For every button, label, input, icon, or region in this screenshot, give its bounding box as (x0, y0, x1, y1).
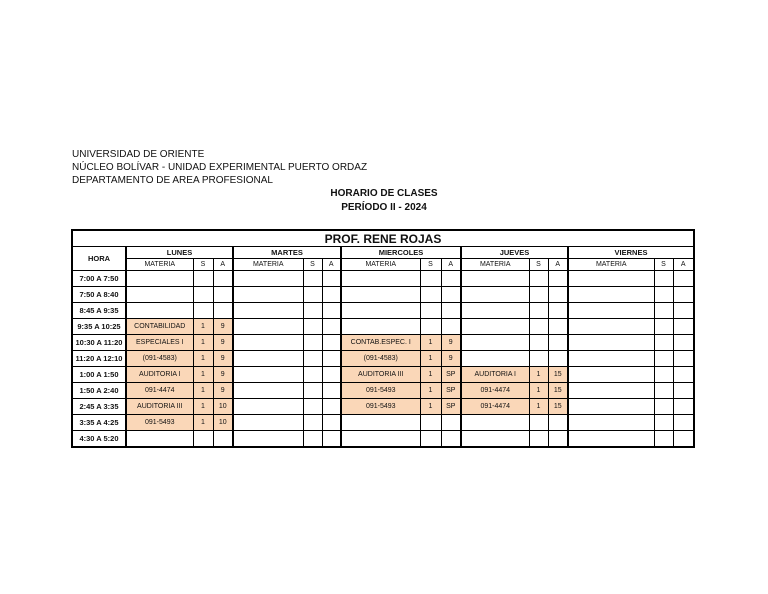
room-cell (322, 383, 341, 399)
room-cell (673, 383, 694, 399)
room-cell: 9 (213, 319, 233, 335)
s-header: S (303, 259, 322, 271)
subject-cell (233, 287, 303, 303)
table-row (72, 319, 694, 335)
room-cell (673, 399, 694, 415)
subject-cell: CONTABILIDAD (126, 319, 193, 335)
s-header: S (529, 259, 548, 271)
section-cell (303, 335, 322, 351)
table-row (72, 383, 694, 399)
section-cell (654, 303, 673, 319)
section-cell (303, 319, 322, 335)
section-cell (529, 303, 548, 319)
subject-cell (568, 319, 654, 335)
materia-header: MATERIA (233, 259, 303, 271)
table-row (72, 287, 694, 303)
subject-cell (341, 319, 420, 335)
subject-cell (568, 303, 654, 319)
subject-cell (568, 271, 654, 287)
room-cell (322, 351, 341, 367)
section-cell (420, 271, 441, 287)
section-cell: 1 (420, 335, 441, 351)
subject-cell (233, 335, 303, 351)
section-cell: 1 (193, 415, 213, 431)
room-cell (548, 431, 568, 448)
room-cell (441, 319, 461, 335)
room-cell (213, 271, 233, 287)
materia-header: MATERIA (461, 259, 529, 271)
section-cell: 1 (193, 335, 213, 351)
section-cell (303, 399, 322, 415)
schedule-title: HORARIO DE CLASES (330, 188, 438, 199)
section-cell (303, 415, 322, 431)
subject-cell (341, 415, 420, 431)
section-cell (420, 287, 441, 303)
subject-cell: AUDITORIA III (126, 399, 193, 415)
room-cell: SP (441, 383, 461, 399)
section-cell: 1 (193, 319, 213, 335)
subject-cell (461, 335, 529, 351)
room-cell (322, 271, 341, 287)
room-cell: 15 (548, 367, 568, 383)
subject-cell (341, 287, 420, 303)
section-cell (420, 431, 441, 448)
section-cell (529, 271, 548, 287)
room-cell (213, 431, 233, 448)
room-cell (441, 431, 461, 448)
room-cell: 9 (213, 383, 233, 399)
day-header-jueves: JUEVES (461, 247, 568, 259)
section-cell (654, 351, 673, 367)
schedule-period: PERÍODO II - 2024 (341, 202, 427, 213)
subject-cell: AUDITORIA I (126, 367, 193, 383)
table-row (72, 367, 694, 383)
time-slot: 7:50 A 8:40 (72, 287, 126, 303)
room-cell (548, 415, 568, 431)
campus-name: NÚCLEO BOLÍVAR - UNIDAD EXPERIMENTAL PUERTO ORDAZ (72, 162, 368, 173)
a-header: A (548, 259, 568, 271)
section-cell: 1 (193, 367, 213, 383)
subject-cell: AUDITORIA III (341, 367, 420, 383)
table-row (72, 303, 694, 319)
time-slot: 2:45 A 3:35 (72, 399, 126, 415)
section-cell (420, 303, 441, 319)
s-header: S (420, 259, 441, 271)
section-cell (529, 431, 548, 448)
subject-cell (461, 271, 529, 287)
subject-cell (568, 383, 654, 399)
room-cell (322, 319, 341, 335)
room-cell: 15 (548, 383, 568, 399)
room-cell: SP (441, 399, 461, 415)
room-cell: 9 (213, 367, 233, 383)
section-cell: 1 (193, 399, 213, 415)
subject-cell (568, 351, 654, 367)
room-cell (673, 431, 694, 448)
a-header: A (441, 259, 461, 271)
room-cell (673, 415, 694, 431)
section-cell (420, 415, 441, 431)
room-cell (213, 287, 233, 303)
room-cell (548, 287, 568, 303)
room-cell (548, 271, 568, 287)
day-header-miercoles: MIERCOLES (341, 247, 461, 259)
room-cell (673, 367, 694, 383)
section-cell (303, 367, 322, 383)
section-cell: 1 (420, 367, 441, 383)
subject-cell (233, 303, 303, 319)
subject-cell (233, 383, 303, 399)
room-cell: 15 (548, 399, 568, 415)
room-cell (441, 303, 461, 319)
section-cell (303, 287, 322, 303)
subject-cell (568, 367, 654, 383)
room-cell (673, 271, 694, 287)
section-cell (420, 319, 441, 335)
a-header: A (673, 259, 694, 271)
section-cell: 1 (529, 383, 548, 399)
section-cell (303, 351, 322, 367)
table-row (72, 271, 694, 287)
subject-cell (461, 319, 529, 335)
room-cell: SP (441, 367, 461, 383)
time-slot: 3:35 A 4:25 (72, 415, 126, 431)
time-slot: 4:30 A 5:20 (72, 431, 126, 448)
room-cell (673, 351, 694, 367)
materia-header: MATERIA (568, 259, 654, 271)
subject-cell: 091-4474 (461, 383, 529, 399)
subject-cell (568, 399, 654, 415)
table-row (72, 399, 694, 415)
subject-cell: CONTAB.ESPEC. I (341, 335, 420, 351)
time-slot: 1:00 A 1:50 (72, 367, 126, 383)
time-slot: 8:45 A 9:35 (72, 303, 126, 319)
room-cell (673, 303, 694, 319)
subject-cell (233, 399, 303, 415)
room-cell: 10 (213, 399, 233, 415)
section-cell (654, 271, 673, 287)
section-cell (654, 415, 673, 431)
professor-name: PROF. RENE ROJAS (72, 230, 694, 247)
section-cell: 1 (420, 383, 441, 399)
subject-cell (341, 271, 420, 287)
time-slot: 7:00 A 7:50 (72, 271, 126, 287)
section-cell (529, 319, 548, 335)
room-cell (441, 287, 461, 303)
subject-cell (461, 303, 529, 319)
time-slot: 11:20 A 12:10 (72, 351, 126, 367)
section-cell (529, 287, 548, 303)
day-header-martes: MARTES (233, 247, 341, 259)
section-cell (654, 431, 673, 448)
section-cell (529, 415, 548, 431)
subject-cell: 091-4474 (461, 399, 529, 415)
subject-cell (568, 415, 654, 431)
subject-cell (233, 367, 303, 383)
section-cell (193, 431, 213, 448)
hora-header: HORA (72, 247, 126, 271)
a-header: A (322, 259, 341, 271)
room-cell: 9 (213, 351, 233, 367)
room-cell (322, 367, 341, 383)
subject-cell (341, 303, 420, 319)
room-cell (322, 287, 341, 303)
subject-cell: (091-4583) (126, 351, 193, 367)
subject-cell: AUDITORIA I (461, 367, 529, 383)
table-row (72, 415, 694, 431)
subject-cell: 091-5493 (341, 399, 420, 415)
s-header: S (193, 259, 213, 271)
section-cell (654, 399, 673, 415)
time-slot: 1:50 A 2:40 (72, 383, 126, 399)
subject-cell: (091-4583) (341, 351, 420, 367)
section-cell: 1 (529, 399, 548, 415)
room-cell (441, 271, 461, 287)
subject-cell (233, 271, 303, 287)
table-row (72, 431, 694, 448)
subject-cell (126, 271, 193, 287)
room-cell (322, 415, 341, 431)
section-cell: 1 (420, 351, 441, 367)
subject-cell (461, 431, 529, 448)
section-cell (193, 271, 213, 287)
subject-cell (126, 287, 193, 303)
section-cell (303, 431, 322, 448)
section-cell (303, 271, 322, 287)
subject-cell (568, 431, 654, 448)
subject-cell (233, 351, 303, 367)
section-cell: 1 (420, 399, 441, 415)
subject-cell: ESPECIALES I (126, 335, 193, 351)
section-cell (654, 319, 673, 335)
subject-cell (461, 415, 529, 431)
subject-cell: 091-5493 (341, 383, 420, 399)
section-cell (529, 335, 548, 351)
room-cell (673, 287, 694, 303)
section-cell: 1 (193, 383, 213, 399)
room-cell (322, 335, 341, 351)
room-cell (322, 303, 341, 319)
room-cell (322, 399, 341, 415)
table-row (72, 335, 694, 351)
room-cell (548, 319, 568, 335)
room-cell (213, 303, 233, 319)
section-cell: 1 (529, 367, 548, 383)
department-name: DEPARTAMENTO DE AREA PROFESIONAL (72, 175, 273, 186)
room-cell (548, 335, 568, 351)
subject-cell (461, 287, 529, 303)
room-cell (673, 335, 694, 351)
subject-cell (568, 287, 654, 303)
room-cell (673, 319, 694, 335)
room-cell: 9 (213, 335, 233, 351)
section-cell (529, 351, 548, 367)
section-cell (303, 383, 322, 399)
materia-header: MATERIA (126, 259, 193, 271)
room-cell (548, 303, 568, 319)
subject-cell (341, 431, 420, 448)
section-cell (654, 367, 673, 383)
schedule-table (71, 229, 695, 448)
subject-cell (233, 431, 303, 448)
section-cell (303, 303, 322, 319)
materia-header: MATERIA (341, 259, 420, 271)
subject-cell (126, 431, 193, 448)
room-cell: 9 (441, 351, 461, 367)
subject-cell (568, 335, 654, 351)
s-header: S (654, 259, 673, 271)
section-cell: 1 (193, 351, 213, 367)
time-slot: 9:35 A 10:25 (72, 319, 126, 335)
room-cell (548, 351, 568, 367)
subject-cell: 091-4474 (126, 383, 193, 399)
university-name: UNIVERSIDAD DE ORIENTE (72, 149, 205, 160)
subject-cell (233, 319, 303, 335)
section-cell (654, 287, 673, 303)
subject-cell: 091-5493 (126, 415, 193, 431)
room-cell: 9 (441, 335, 461, 351)
subject-cell (461, 351, 529, 367)
room-cell: 10 (213, 415, 233, 431)
room-cell (322, 431, 341, 448)
section-cell (654, 383, 673, 399)
table-row (72, 351, 694, 367)
day-header-lunes: LUNES (126, 247, 233, 259)
room-cell (441, 415, 461, 431)
subject-cell (233, 415, 303, 431)
section-cell (193, 287, 213, 303)
section-cell (193, 303, 213, 319)
day-header-viernes: VIERNES (568, 247, 694, 259)
time-slot: 10:30 A 11:20 (72, 335, 126, 351)
subject-cell (126, 303, 193, 319)
a-header: A (213, 259, 233, 271)
section-cell (654, 335, 673, 351)
